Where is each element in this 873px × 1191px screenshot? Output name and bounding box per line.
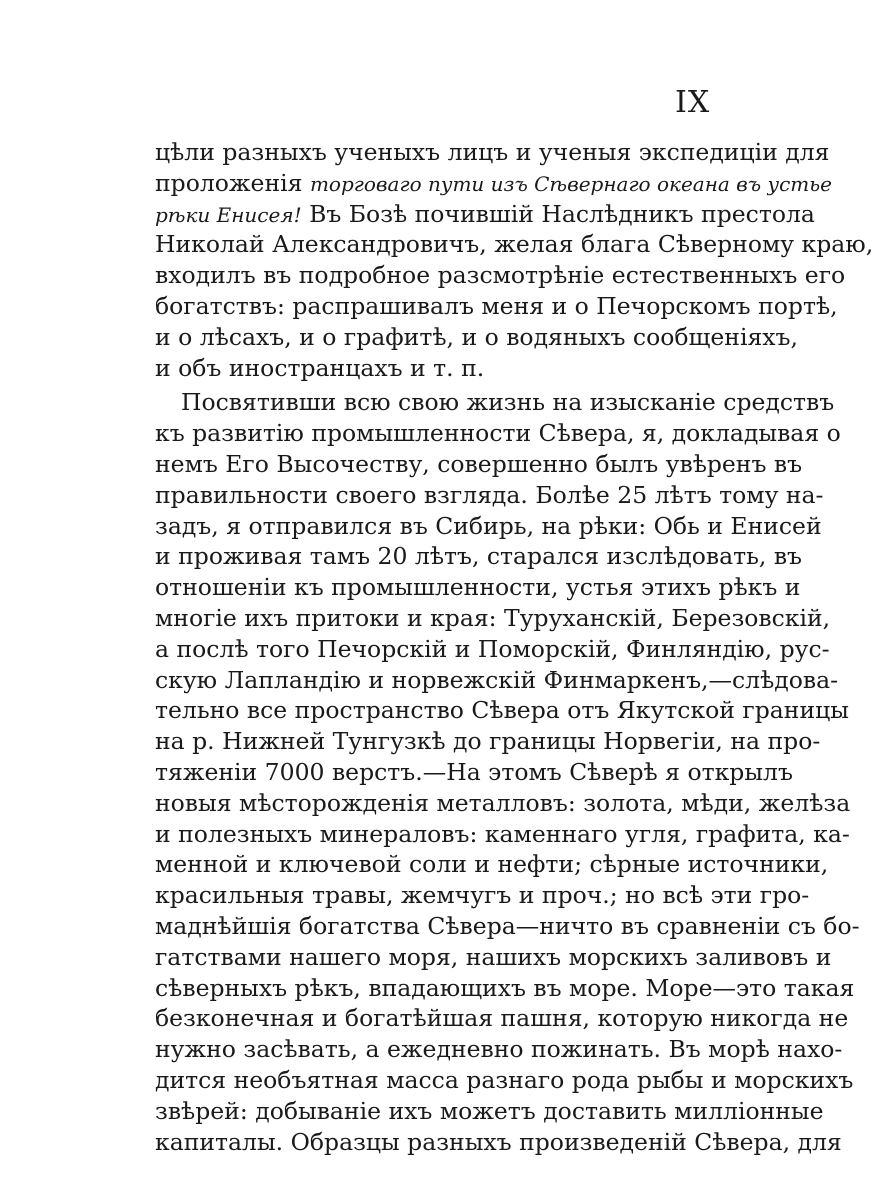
text-line: и объ иностранцахъ и т. п. (155, 353, 485, 382)
text-line: Посвятивши всю свою жизнь на изысканіе средствъ (181, 388, 835, 417)
text-line: а послѣ того Печорскій и Поморскій, Финляндію, рус- (155, 634, 830, 663)
text-line: богатствъ: распрашивалъ меня и о Печорскомъ портѣ, (155, 291, 838, 320)
text-line: скую Лапландію и норвежскій Финмаркенъ,—слѣдова- (155, 665, 839, 694)
text-line: звѣрей: добываніе ихъ можетъ доставить милліонные (155, 1096, 824, 1125)
text-line: входилъ въ подробное разсмотрѣніе естественныхъ его (155, 261, 846, 290)
text-line: Николай Александровичъ, желая блага Сѣверному краю, (155, 230, 873, 259)
text-line: сѣверныхъ рѣкъ, впадающихъ въ море. Море—это такая (155, 973, 855, 1002)
paragraph-2 (155, 387, 860, 1157)
text-line: на р. Нижней Тунгузкѣ до границы Норвегіи, на про- (155, 727, 821, 756)
text-line: и о лѣсахъ, и о графитѣ, и о водяныхъ сообщеніяхъ, (155, 322, 798, 351)
text-line: тяженіи 7000 верстъ.—На этомъ Сѣверѣ я открылъ (155, 757, 793, 786)
italic-span: рѣки Енисея! (155, 202, 302, 227)
text-line: дится необъятная масса разнаго рода рыбы и морскихъ (155, 1065, 854, 1094)
text-line: отношеніи къ промышленности, устья этихъ рѣкъ и (155, 573, 801, 602)
text-line: многіе ихъ притоки и края: Туруханскій, Березовскій, (155, 603, 831, 632)
paragraph-1 (155, 137, 873, 383)
text-line: цѣли разныхъ ученыхъ лицъ и ученыя экспедиціи для (155, 138, 830, 166)
text-line: правильности своего взгляда. Болѣе 25 лѣтъ тому на- (155, 480, 824, 509)
text-span: проложенія (155, 168, 310, 197)
text-line: менной и ключевой соли и нефти; сѣрные источники, (155, 850, 829, 879)
text-line: гатствами нашего моря, нашихъ морскихъ заливовъ и (155, 942, 832, 971)
text-line: немъ Его Высочеству, совершенно былъ увѣренъ въ (155, 449, 803, 478)
text-line (155, 199, 815, 230)
text-line: нужно засѣвать, а ежедневно пожинать. Въ морѣ нахо- (155, 1035, 843, 1064)
text-line: и проживая тамъ 20 лѣтъ, старался изслѣдовать, въ (155, 542, 803, 571)
text-line: къ развитію промышленности Сѣвера, я, докладывая о (155, 419, 841, 448)
text-line: капиталы. Образцы разныхъ произведеній Сѣвера, для (155, 1127, 842, 1156)
text-line: безконечная и богатѣйшая пашня, которую никогда не (155, 1004, 849, 1033)
italic-span: торговаго пути изъ Сѣвернаго океана въ устье (309, 171, 832, 196)
text-line (155, 168, 832, 199)
text-line: и полезныхъ минераловъ: каменнаго угля, графита, ка- (155, 819, 850, 848)
text-line: маднѣйшія богатства Сѣвера—ничто въ сравненіи съ бо- (155, 911, 860, 940)
text-line: задъ, я отправился въ Сибирь, на рѣки: Обь и Енисей (155, 511, 822, 540)
text-line: красильныя травы, жемчугъ и проч.; но всѣ эти гро- (155, 881, 810, 910)
body-text (155, 137, 873, 1157)
text-line: новыя мѣсторожденія металловъ: золота, мѣди, желѣза (155, 788, 851, 817)
text-span: Въ Бозѣ почившій Наслѣдникъ престола (301, 199, 815, 228)
text-line: тельно все пространство Сѣвера отъ Якутской границы (155, 696, 849, 725)
page-number: IX (675, 85, 711, 120)
